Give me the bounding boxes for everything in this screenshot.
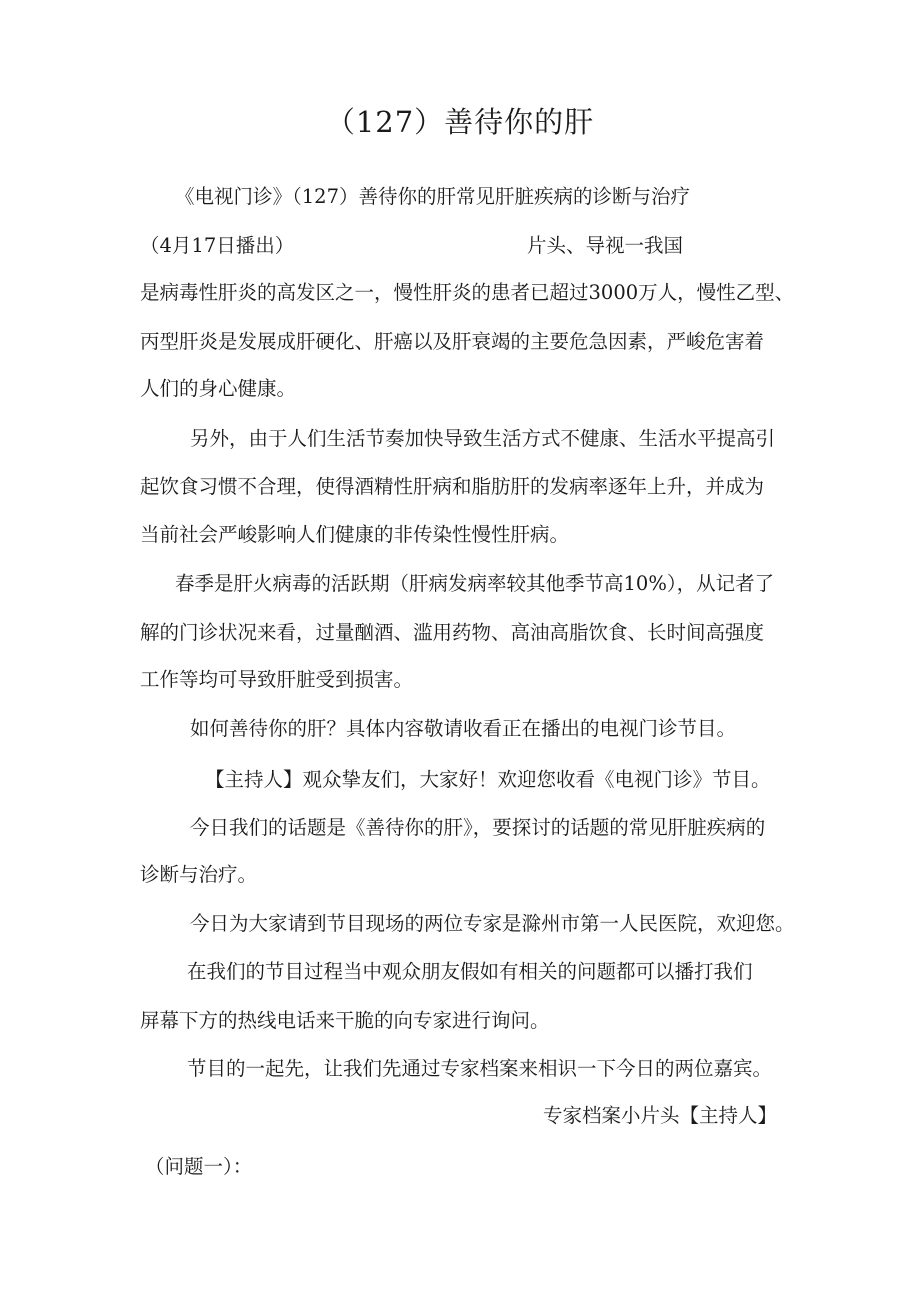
paragraph-line: 是病毒性肝炎的高发区之一，慢性肝炎的患者已超过3000万人，慢性乙型、 [140,281,795,304]
paragraph-line: 如何善待你的肝？具体内容敬请收看正在播出的电视门诊节目。 [190,717,737,740]
paragraph-line: 诊断与治疗。 [140,863,258,886]
program-title-line: 《电视门诊》（127）善待你的肝常见肝脏疾病的诊断与治疗 [175,185,690,208]
paragraph-line: 屏幕下方的热线电话来干脆的向专家进行询问。 [140,1009,550,1032]
paragraph-line: 工作等均可导致肝脏受到损害。 [140,668,414,691]
paragraph-line: 另外，由于人们生活节奏加快导致生活方式不健康、生活水平提高引 [190,427,776,450]
paragraph-line: 当前社会严峻影响人们健康的非传染性慢性肝病。 [140,523,570,546]
paragraph-line: 人们的身心健康。 [140,377,297,400]
intro-line: 片头、导视一我国 [527,234,684,257]
paragraph-line: 专家档案小片头【主持人】 [543,1104,778,1127]
paragraph-line: 【主持人】观众挚友们，大家好！欢迎您收看《电视门诊》节目。 [205,768,771,791]
document-title: （127）善待你的肝 [325,105,595,139]
paragraph-line: 起饮食习惯不合理，使得酒精性肝病和脂肪肝的发病率逐年上升，并成为 [140,475,765,498]
paragraph-line: 今日我们的话题是《善待你的肝》，要探讨的话题的常见肝脏疾病的 [190,816,766,839]
paragraph-line: 今日为大家请到节目现场的两位专家是滁州市第一人民医院，欢迎您。 [190,912,795,935]
question-heading: （问题一）： [145,1155,253,1178]
paragraph-line: 解的门诊状况来看，过量酗酒、滥用药物、高油高脂饮食、长时间高强度 [140,621,765,644]
paragraph-line: 节目的一起先，让我们先通过专家档案来相识一下今日的两位嘉宾。 [187,1057,773,1080]
paragraph-line: 在我们的节目过程当中观众朋友假如有相关的问题都可以播打我们 [187,960,753,983]
paragraph-line: 春季是肝火病毒的活跃期（肝病发病率较其他季节高10%），从记者了 [175,572,775,595]
broadcast-date: （4月17日播出） [140,234,295,257]
paragraph-line: 丙型肝炎是发展成肝硬化、肝癌以及肝衰竭的主要危急因素，严峻危害着 [140,330,765,353]
